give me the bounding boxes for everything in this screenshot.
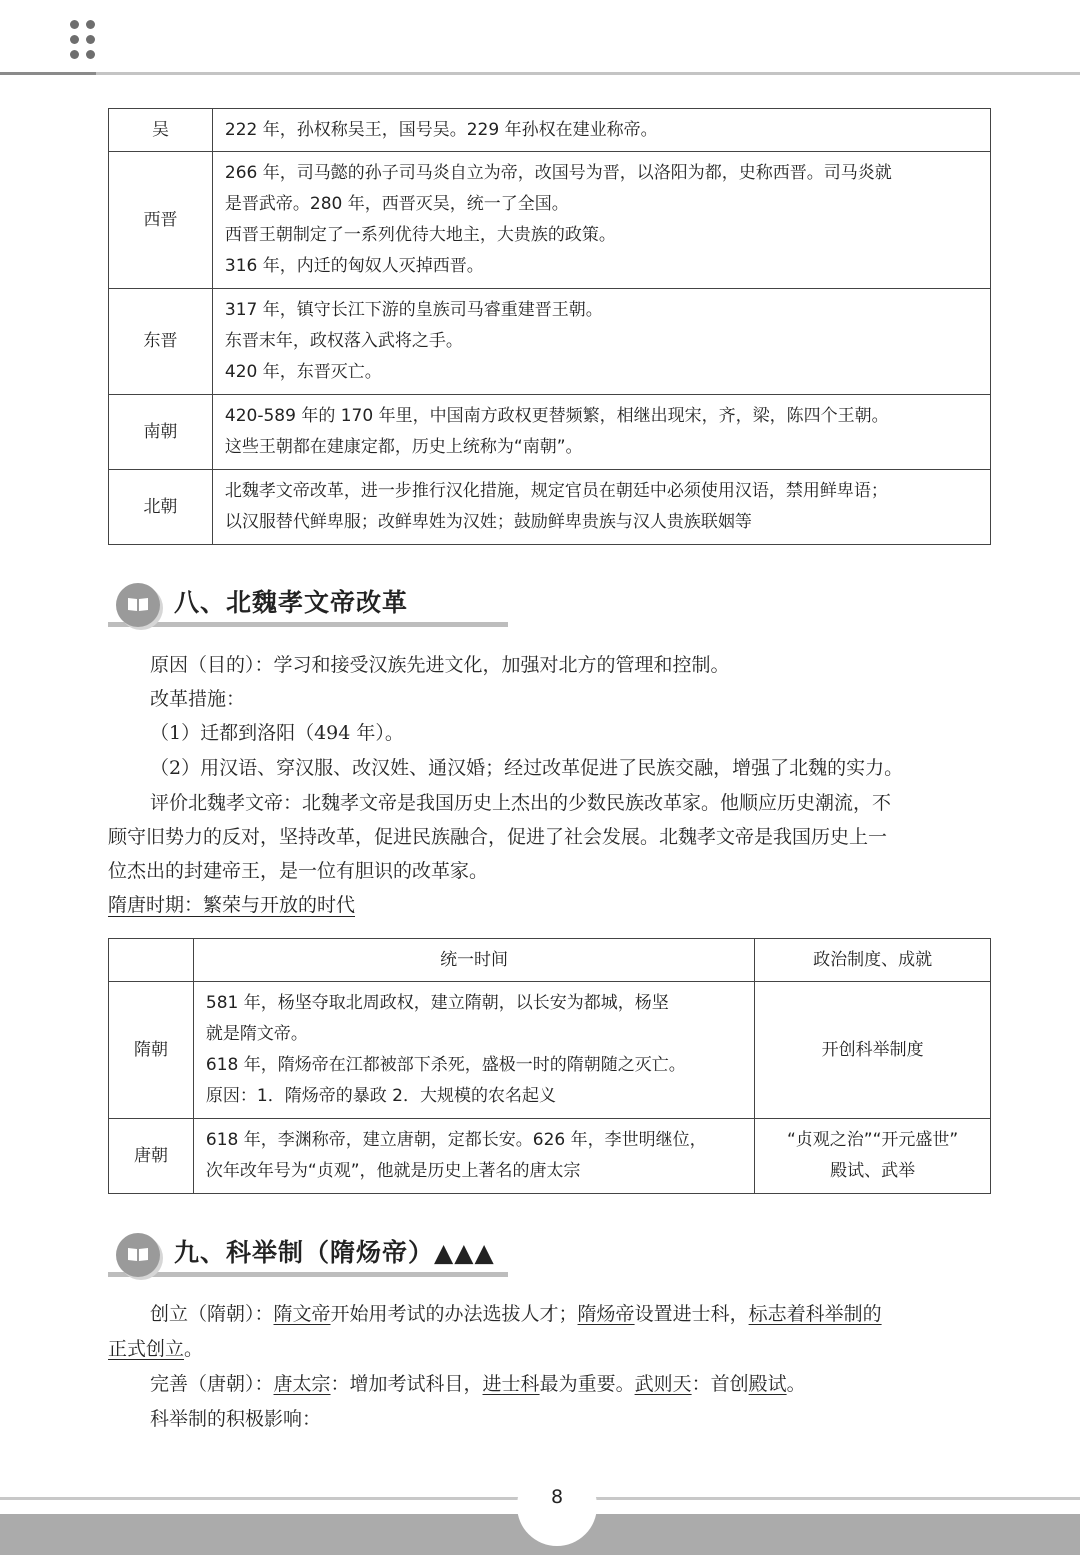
- text-span: 最为重要。: [539, 1373, 635, 1395]
- header-rule-accent: [0, 72, 96, 75]
- key-term: 唐太宗: [273, 1373, 331, 1395]
- event-line: 420-589 年的 170 年里，中国南方政权更替频繁，相继出现宋，齐，梁，陈四个王朝。: [224, 406, 889, 426]
- achievement-cell: [755, 1119, 991, 1194]
- text-span: 。: [184, 1338, 204, 1360]
- table-row: [109, 109, 991, 152]
- page-number: 8: [550, 1486, 564, 1508]
- table-row: [109, 470, 991, 545]
- event-line: 266 年，司马懿的孙子司马炎自立为帝，改国号为晋，以洛阳为都，史称西晋。司马炎就: [224, 163, 892, 183]
- event-line: 420 年，东晋灭亡。: [224, 362, 382, 382]
- achievement-line: 殿试、武举: [830, 1161, 916, 1181]
- book-icon: [127, 1246, 149, 1262]
- text-span: ：首创: [691, 1373, 749, 1395]
- text-span: 完善（唐朝）：: [150, 1373, 274, 1395]
- table-row: [109, 395, 991, 470]
- dynasty-table: [108, 108, 991, 545]
- dynasty-cell: 西晋: [109, 152, 213, 289]
- dynasty-cell: 吴: [109, 109, 213, 152]
- table-header-row: [109, 939, 991, 982]
- event-line: 618 年，李渊称帝，建立唐朝，定都长安。626 年，李世明继位，: [205, 1130, 707, 1150]
- header-rule: [0, 72, 1080, 75]
- text-span: 。: [786, 1373, 806, 1395]
- key-term: 隋文帝: [273, 1303, 331, 1325]
- text-span: 开始用考试的办法选拔人才；: [330, 1303, 578, 1325]
- event-line: 222 年，孙权称吴王，国号吴。229 年孙权在建业称帝。: [224, 119, 658, 140]
- achievement-line: “贞观之治”“开元盛世”: [787, 1130, 959, 1150]
- key-term: 殿试: [748, 1373, 787, 1395]
- text-span: 设置进士科，: [634, 1303, 749, 1325]
- text-span: ：增加考试科目，: [330, 1373, 483, 1395]
- heading-underline: [108, 1272, 508, 1277]
- event-line: 316 年，内迁的匈奴人灭掉西晋。: [224, 256, 484, 276]
- book-icon: [127, 596, 149, 612]
- event-cell: [212, 109, 990, 152]
- text-line: 原因（目的）：学习和接受汉族先进文化，加强对北方的管理和控制。: [150, 654, 730, 676]
- event-line: 东晋末年，政权落入武将之手。: [224, 331, 463, 351]
- section-title: 九、科举制（隋炀帝）▲▲▲: [174, 1238, 495, 1267]
- text-line: [150, 1299, 882, 1326]
- key-term: 隋炀帝: [577, 1303, 635, 1325]
- table-row: [109, 982, 991, 1119]
- event-cell: [212, 395, 990, 470]
- event-line: 就是隋文帝。: [205, 1024, 308, 1044]
- event-line: 是晋武帝。280 年，西晋灭吴，统一了全国。: [224, 194, 569, 214]
- text-line: 科举制的积极影响：: [150, 1408, 322, 1430]
- key-term: 标志着科举制的: [748, 1303, 882, 1325]
- event-line: 618 年，隋炀帝在江都被部下杀死，盛极一时的隋朝随之灭亡。: [205, 1055, 686, 1075]
- text-line: 位杰出的封建帝王，是一位有胆识的改革家。: [108, 860, 489, 882]
- sui-tang-table: [108, 938, 991, 1194]
- header-cell: [109, 939, 194, 982]
- event-line: 581 年，杨坚夺取北周政权，建立隋朝，以长安为都城，杨坚: [205, 993, 669, 1013]
- section-heading: [108, 581, 628, 631]
- event-line: 以汉服替代鲜卑服；改鲜卑姓为汉姓；鼓励鲜卑贵族与汉人贵族联姻等: [224, 512, 752, 532]
- dynasty-cell: 东晋: [109, 289, 213, 395]
- achievement-cell: [755, 982, 991, 1119]
- event-line: 西晋王朝制定了一系列优待大地主，大贵族的政策。: [224, 225, 616, 245]
- dynasty-cell: 唐朝: [109, 1119, 194, 1194]
- text-line: 顾守旧势力的反对，坚持改革，促进民族融合，促进了社会发展。北魏孝文帝是我国历史上一: [108, 826, 888, 848]
- text-span: 创立（隋朝）：: [150, 1303, 274, 1325]
- event-line: 原因：1．隋炀帝的暴政 2．大规模的农名起义: [205, 1086, 556, 1106]
- section-heading: [108, 1231, 628, 1281]
- text-line: 改革措施：: [150, 688, 246, 710]
- header-cell: 统一时间: [193, 939, 754, 982]
- section-title: 八、北魏孝文帝改革: [174, 588, 409, 617]
- text-line: [108, 1334, 203, 1361]
- key-term: 正式创立: [108, 1338, 185, 1360]
- event-line: 317 年，镇守长江下游的皇族司马睿重建晋王朝。: [224, 300, 603, 320]
- table-row: [109, 1119, 991, 1194]
- subheading: 隋唐时期：繁荣与开放的时代: [108, 894, 356, 916]
- dynasty-cell: 北朝: [109, 470, 213, 545]
- achievement-line: 开创科举制度: [821, 1039, 924, 1060]
- event-cell: [193, 982, 754, 1119]
- header-cell: 政治制度、成就: [755, 939, 991, 982]
- text-line: （1）迁都到洛阳（494 年）。: [150, 722, 404, 744]
- dynasty-cell: 隋朝: [109, 982, 194, 1119]
- text-line: [150, 1369, 806, 1396]
- key-term: 进士科: [482, 1373, 540, 1395]
- event-cell: [193, 1119, 754, 1194]
- event-cell: [212, 152, 990, 289]
- event-cell: [212, 289, 990, 395]
- table-row: [109, 152, 991, 289]
- text-line: （2）用汉语、穿汉服、改汉姓、通汉婚；经过改革促进了民族交融，增强了北魏的实力。: [150, 757, 904, 779]
- dynasty-cell: 南朝: [109, 395, 213, 470]
- text-line: 评价北魏孝文帝：北魏孝文帝是我国历史上杰出的少数民族改革家。他顺应历史潮流，不: [150, 792, 892, 814]
- event-line: 这些王朝都在建康定都，历史上统称为“南朝”。: [224, 437, 583, 457]
- table-row: [109, 289, 991, 395]
- event-line: 次年改年号为“贞观”，他就是历史上著名的唐太宗: [205, 1161, 581, 1181]
- key-term: 武则天: [634, 1373, 692, 1395]
- event-line: 北魏孝文帝改革，进一步推行汉化措施，规定官员在朝廷中必须使用汉语，禁用鲜卑语；: [224, 481, 888, 501]
- heading-underline: [108, 622, 508, 627]
- event-cell: [212, 470, 990, 545]
- dots-grid-icon: [68, 20, 98, 60]
